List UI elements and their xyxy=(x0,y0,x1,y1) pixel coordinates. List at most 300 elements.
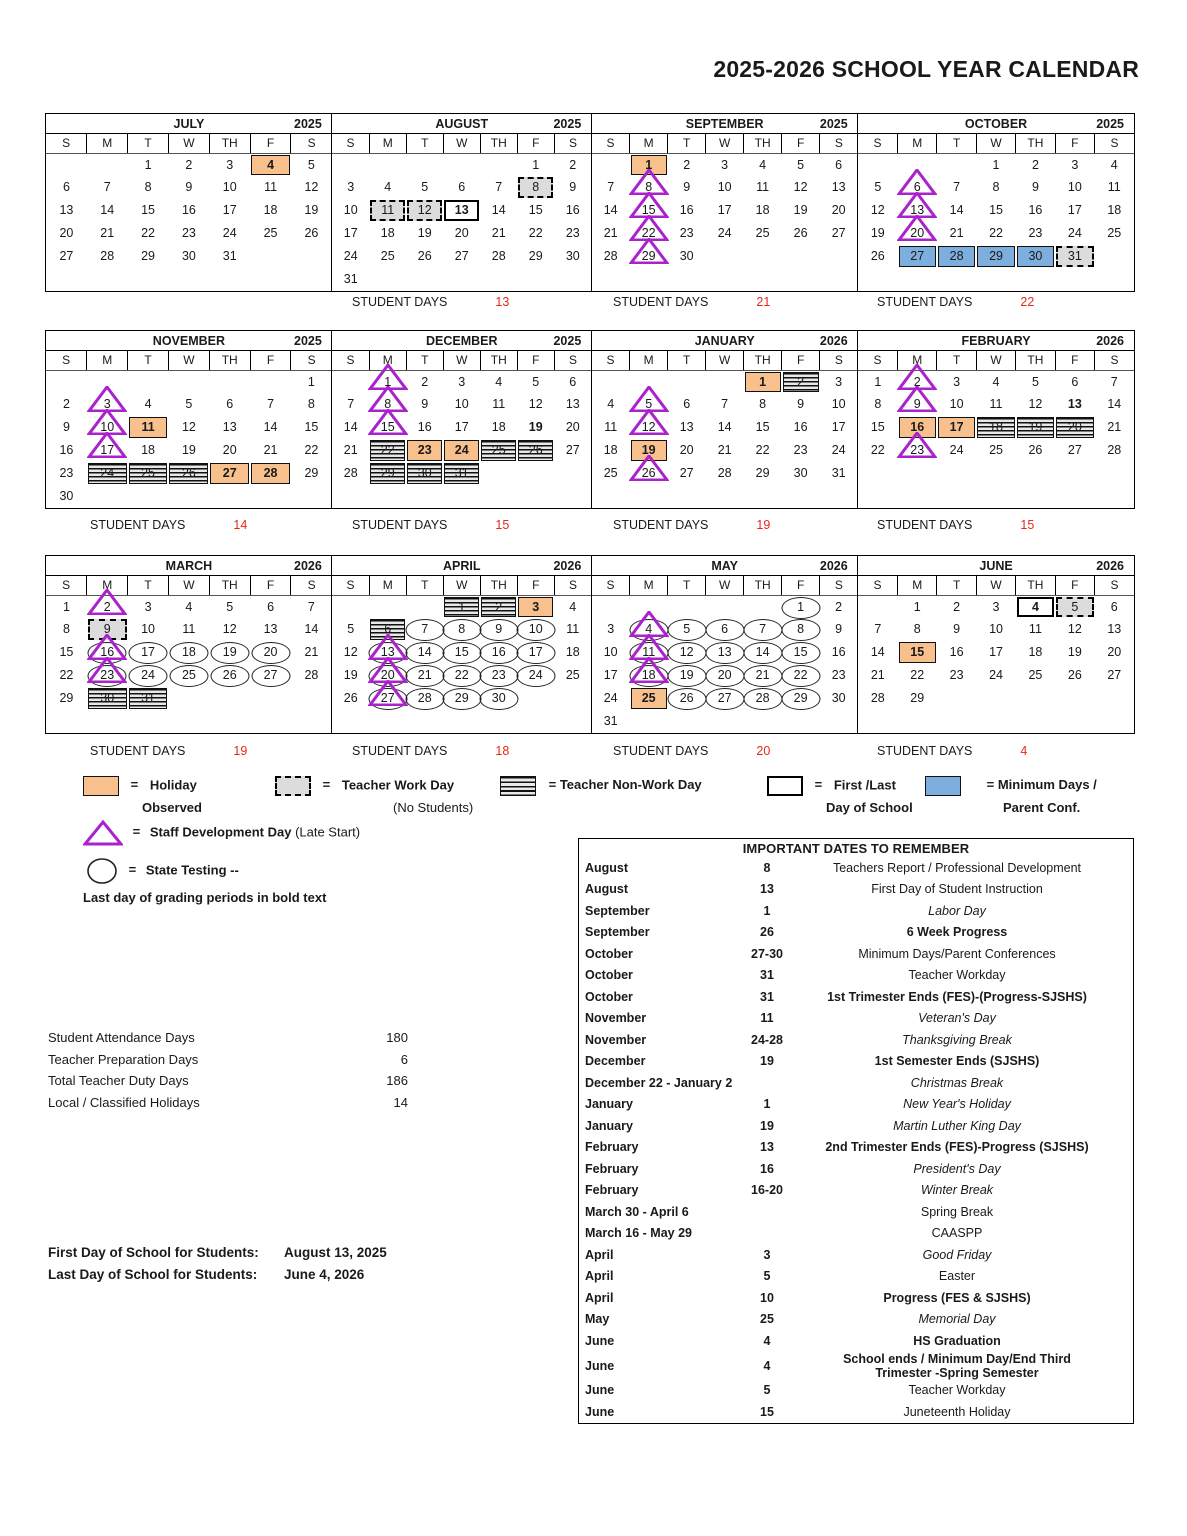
day-cell[interactable] xyxy=(480,664,517,687)
day-cell[interactable] xyxy=(668,664,706,687)
day-cell[interactable] xyxy=(630,439,668,462)
day-cell[interactable] xyxy=(1055,176,1094,199)
day-cell[interactable] xyxy=(87,222,128,245)
day-cell[interactable] xyxy=(480,245,517,268)
day-cell[interactable] xyxy=(820,199,858,222)
day-cell[interactable] xyxy=(480,370,517,393)
day-cell[interactable] xyxy=(209,416,250,439)
day-cell[interactable] xyxy=(369,199,406,222)
day-cell[interactable] xyxy=(1055,393,1094,416)
day-cell[interactable] xyxy=(46,176,87,199)
day-cell[interactable] xyxy=(937,393,976,416)
day-cell[interactable] xyxy=(46,595,87,618)
day-cell[interactable] xyxy=(937,199,976,222)
day-cell[interactable] xyxy=(976,199,1015,222)
day-cell[interactable] xyxy=(744,618,782,641)
day-cell[interactable] xyxy=(128,641,169,664)
day-cell[interactable] xyxy=(668,641,706,664)
day-cell[interactable] xyxy=(87,687,128,710)
day-cell[interactable] xyxy=(443,687,480,710)
day-cell[interactable] xyxy=(406,393,443,416)
day-cell[interactable] xyxy=(592,641,630,664)
day-cell[interactable] xyxy=(46,245,87,268)
day-cell[interactable] xyxy=(898,416,937,439)
day-cell[interactable] xyxy=(291,618,332,641)
day-cell[interactable] xyxy=(250,153,291,176)
day-cell[interactable] xyxy=(128,176,169,199)
day-cell[interactable] xyxy=(128,595,169,618)
day-cell[interactable] xyxy=(898,176,937,199)
day-cell[interactable] xyxy=(369,416,406,439)
day-cell[interactable] xyxy=(592,462,630,485)
day-cell[interactable] xyxy=(291,153,332,176)
day-cell[interactable] xyxy=(168,199,209,222)
day-cell[interactable] xyxy=(332,268,369,291)
day-cell[interactable] xyxy=(744,416,782,439)
day-cell[interactable] xyxy=(898,370,937,393)
day-cell[interactable] xyxy=(858,370,897,393)
day-cell[interactable] xyxy=(87,416,128,439)
day-cell[interactable] xyxy=(406,176,443,199)
day-cell[interactable] xyxy=(630,687,668,710)
day-cell[interactable] xyxy=(937,664,976,687)
day-cell[interactable] xyxy=(630,222,668,245)
day-cell[interactable] xyxy=(46,462,87,485)
day-cell[interactable] xyxy=(291,199,332,222)
day-cell[interactable] xyxy=(1016,393,1055,416)
day-cell[interactable] xyxy=(209,393,250,416)
day-cell[interactable] xyxy=(406,439,443,462)
day-cell[interactable] xyxy=(1016,416,1055,439)
day-cell[interactable] xyxy=(406,222,443,245)
day-cell[interactable] xyxy=(744,462,782,485)
day-cell[interactable] xyxy=(291,641,332,664)
day-cell[interactable] xyxy=(554,439,591,462)
day-cell[interactable] xyxy=(782,416,820,439)
day-cell[interactable] xyxy=(820,176,858,199)
day-cell[interactable] xyxy=(744,641,782,664)
day-cell[interactable] xyxy=(332,416,369,439)
day-cell[interactable] xyxy=(1016,595,1055,618)
day-cell[interactable] xyxy=(976,370,1015,393)
day-cell[interactable] xyxy=(369,222,406,245)
day-cell[interactable] xyxy=(46,485,87,508)
day-cell[interactable] xyxy=(706,462,744,485)
day-cell[interactable] xyxy=(443,416,480,439)
day-cell[interactable] xyxy=(87,176,128,199)
day-cell[interactable] xyxy=(744,370,782,393)
day-cell[interactable] xyxy=(937,416,976,439)
day-cell[interactable] xyxy=(517,595,554,618)
day-cell[interactable] xyxy=(46,199,87,222)
day-cell[interactable] xyxy=(87,199,128,222)
day-cell[interactable] xyxy=(168,462,209,485)
day-cell[interactable] xyxy=(898,687,937,710)
day-cell[interactable] xyxy=(369,370,406,393)
day-cell[interactable] xyxy=(1016,618,1055,641)
day-cell[interactable] xyxy=(250,199,291,222)
day-cell[interactable] xyxy=(554,595,591,618)
day-cell[interactable] xyxy=(668,618,706,641)
day-cell[interactable] xyxy=(291,393,332,416)
day-cell[interactable] xyxy=(858,199,897,222)
day-cell[interactable] xyxy=(630,153,668,176)
day-cell[interactable] xyxy=(554,199,591,222)
day-cell[interactable] xyxy=(668,416,706,439)
day-cell[interactable] xyxy=(554,370,591,393)
day-cell[interactable] xyxy=(209,222,250,245)
day-cell[interactable] xyxy=(1055,595,1094,618)
day-cell[interactable] xyxy=(209,199,250,222)
day-cell[interactable] xyxy=(898,245,937,268)
day-cell[interactable] xyxy=(898,595,937,618)
day-cell[interactable] xyxy=(820,618,858,641)
day-cell[interactable] xyxy=(820,153,858,176)
day-cell[interactable] xyxy=(744,687,782,710)
day-cell[interactable] xyxy=(46,439,87,462)
day-cell[interactable] xyxy=(744,176,782,199)
day-cell[interactable] xyxy=(480,199,517,222)
day-cell[interactable] xyxy=(332,245,369,268)
day-cell[interactable] xyxy=(332,176,369,199)
day-cell[interactable] xyxy=(332,393,369,416)
day-cell[interactable] xyxy=(820,687,858,710)
day-cell[interactable] xyxy=(706,618,744,641)
day-cell[interactable] xyxy=(128,618,169,641)
day-cell[interactable] xyxy=(46,641,87,664)
day-cell[interactable] xyxy=(480,595,517,618)
day-cell[interactable] xyxy=(1016,439,1055,462)
day-cell[interactable] xyxy=(406,664,443,687)
day-cell[interactable] xyxy=(744,222,782,245)
day-cell[interactable] xyxy=(517,222,554,245)
day-cell[interactable] xyxy=(1055,416,1094,439)
day-cell[interactable] xyxy=(209,664,250,687)
day-cell[interactable] xyxy=(898,641,937,664)
day-cell[interactable] xyxy=(168,595,209,618)
day-cell[interactable] xyxy=(291,462,332,485)
day-cell[interactable] xyxy=(744,664,782,687)
day-cell[interactable] xyxy=(443,618,480,641)
day-cell[interactable] xyxy=(820,641,858,664)
day-cell[interactable] xyxy=(209,176,250,199)
day-cell[interactable] xyxy=(937,595,976,618)
day-cell[interactable] xyxy=(782,176,820,199)
day-cell[interactable] xyxy=(406,687,443,710)
day-cell[interactable] xyxy=(128,416,169,439)
day-cell[interactable] xyxy=(517,439,554,462)
day-cell[interactable] xyxy=(554,176,591,199)
day-cell[interactable] xyxy=(1095,664,1134,687)
day-cell[interactable] xyxy=(554,153,591,176)
day-cell[interactable] xyxy=(820,222,858,245)
day-cell[interactable] xyxy=(250,664,291,687)
day-cell[interactable] xyxy=(168,153,209,176)
day-cell[interactable] xyxy=(976,439,1015,462)
day-cell[interactable] xyxy=(369,462,406,485)
day-cell[interactable] xyxy=(128,393,169,416)
day-cell[interactable] xyxy=(976,416,1015,439)
day-cell[interactable] xyxy=(369,393,406,416)
day-cell[interactable] xyxy=(976,245,1015,268)
day-cell[interactable] xyxy=(250,595,291,618)
day-cell[interactable] xyxy=(630,641,668,664)
day-cell[interactable] xyxy=(87,618,128,641)
day-cell[interactable] xyxy=(898,618,937,641)
day-cell[interactable] xyxy=(443,462,480,485)
day-cell[interactable] xyxy=(369,641,406,664)
day-cell[interactable] xyxy=(554,416,591,439)
day-cell[interactable] xyxy=(406,245,443,268)
day-cell[interactable] xyxy=(782,641,820,664)
day-cell[interactable] xyxy=(406,641,443,664)
day-cell[interactable] xyxy=(369,439,406,462)
day-cell[interactable] xyxy=(1055,245,1094,268)
day-cell[interactable] xyxy=(87,393,128,416)
day-cell[interactable] xyxy=(46,618,87,641)
day-cell[interactable] xyxy=(898,664,937,687)
day-cell[interactable] xyxy=(250,176,291,199)
day-cell[interactable] xyxy=(782,595,820,618)
day-cell[interactable] xyxy=(1095,370,1134,393)
day-cell[interactable] xyxy=(443,641,480,664)
day-cell[interactable] xyxy=(291,176,332,199)
day-cell[interactable] xyxy=(168,245,209,268)
day-cell[interactable] xyxy=(128,687,169,710)
day-cell[interactable] xyxy=(858,416,897,439)
day-cell[interactable] xyxy=(517,176,554,199)
day-cell[interactable] xyxy=(369,664,406,687)
day-cell[interactable] xyxy=(168,416,209,439)
day-cell[interactable] xyxy=(87,664,128,687)
day-cell[interactable] xyxy=(820,664,858,687)
day-cell[interactable] xyxy=(1055,222,1094,245)
day-cell[interactable] xyxy=(1016,245,1055,268)
day-cell[interactable] xyxy=(332,222,369,245)
day-cell[interactable] xyxy=(976,595,1015,618)
day-cell[interactable] xyxy=(630,664,668,687)
day-cell[interactable] xyxy=(898,199,937,222)
day-cell[interactable] xyxy=(1016,664,1055,687)
day-cell[interactable] xyxy=(291,595,332,618)
day-cell[interactable] xyxy=(250,222,291,245)
day-cell[interactable] xyxy=(168,222,209,245)
day-cell[interactable] xyxy=(976,618,1015,641)
day-cell[interactable] xyxy=(369,687,406,710)
day-cell[interactable] xyxy=(406,370,443,393)
day-cell[interactable] xyxy=(443,595,480,618)
day-cell[interactable] xyxy=(480,439,517,462)
day-cell[interactable] xyxy=(1095,595,1134,618)
day-cell[interactable] xyxy=(87,245,128,268)
day-cell[interactable] xyxy=(858,439,897,462)
day-cell[interactable] xyxy=(820,393,858,416)
day-cell[interactable] xyxy=(744,439,782,462)
day-cell[interactable] xyxy=(668,153,706,176)
day-cell[interactable] xyxy=(1016,176,1055,199)
day-cell[interactable] xyxy=(209,245,250,268)
day-cell[interactable] xyxy=(128,153,169,176)
day-cell[interactable] xyxy=(443,393,480,416)
day-cell[interactable] xyxy=(706,393,744,416)
day-cell[interactable] xyxy=(858,641,897,664)
day-cell[interactable] xyxy=(517,199,554,222)
day-cell[interactable] xyxy=(517,641,554,664)
day-cell[interactable] xyxy=(668,439,706,462)
day-cell[interactable] xyxy=(976,176,1015,199)
day-cell[interactable] xyxy=(443,664,480,687)
day-cell[interactable] xyxy=(168,664,209,687)
day-cell[interactable] xyxy=(250,439,291,462)
day-cell[interactable] xyxy=(858,687,897,710)
day-cell[interactable] xyxy=(744,393,782,416)
day-cell[interactable] xyxy=(858,664,897,687)
day-cell[interactable] xyxy=(443,176,480,199)
day-cell[interactable] xyxy=(858,393,897,416)
day-cell[interactable] xyxy=(937,222,976,245)
day-cell[interactable] xyxy=(668,199,706,222)
day-cell[interactable] xyxy=(1016,222,1055,245)
day-cell[interactable] xyxy=(706,416,744,439)
day-cell[interactable] xyxy=(592,245,630,268)
day-cell[interactable] xyxy=(332,199,369,222)
day-cell[interactable] xyxy=(1016,199,1055,222)
day-cell[interactable] xyxy=(858,245,897,268)
day-cell[interactable] xyxy=(1055,664,1094,687)
day-cell[interactable] xyxy=(480,687,517,710)
day-cell[interactable] xyxy=(976,153,1015,176)
day-cell[interactable] xyxy=(554,222,591,245)
day-cell[interactable] xyxy=(1055,439,1094,462)
day-cell[interactable] xyxy=(46,393,87,416)
day-cell[interactable] xyxy=(209,641,250,664)
day-cell[interactable] xyxy=(369,176,406,199)
day-cell[interactable] xyxy=(209,153,250,176)
day-cell[interactable] xyxy=(46,664,87,687)
day-cell[interactable] xyxy=(1095,641,1134,664)
day-cell[interactable] xyxy=(168,176,209,199)
day-cell[interactable] xyxy=(668,393,706,416)
day-cell[interactable] xyxy=(706,153,744,176)
day-cell[interactable] xyxy=(592,618,630,641)
day-cell[interactable] xyxy=(480,222,517,245)
day-cell[interactable] xyxy=(820,462,858,485)
day-cell[interactable] xyxy=(937,641,976,664)
day-cell[interactable] xyxy=(291,370,332,393)
day-cell[interactable] xyxy=(668,222,706,245)
day-cell[interactable] xyxy=(46,222,87,245)
day-cell[interactable] xyxy=(898,222,937,245)
day-cell[interactable] xyxy=(87,641,128,664)
day-cell[interactable] xyxy=(782,153,820,176)
day-cell[interactable] xyxy=(937,439,976,462)
day-cell[interactable] xyxy=(406,462,443,485)
day-cell[interactable] xyxy=(820,416,858,439)
day-cell[interactable] xyxy=(668,245,706,268)
day-cell[interactable] xyxy=(480,618,517,641)
day-cell[interactable] xyxy=(480,176,517,199)
day-cell[interactable] xyxy=(554,664,591,687)
day-cell[interactable] xyxy=(168,439,209,462)
day-cell[interactable] xyxy=(87,462,128,485)
day-cell[interactable] xyxy=(480,393,517,416)
day-cell[interactable] xyxy=(630,462,668,485)
day-cell[interactable] xyxy=(630,618,668,641)
day-cell[interactable] xyxy=(332,462,369,485)
day-cell[interactable] xyxy=(291,416,332,439)
day-cell[interactable] xyxy=(168,618,209,641)
day-cell[interactable] xyxy=(46,416,87,439)
day-cell[interactable] xyxy=(937,618,976,641)
day-cell[interactable] xyxy=(858,222,897,245)
day-cell[interactable] xyxy=(782,664,820,687)
day-cell[interactable] xyxy=(250,618,291,641)
day-cell[interactable] xyxy=(630,176,668,199)
day-cell[interactable] xyxy=(1095,393,1134,416)
day-cell[interactable] xyxy=(332,687,369,710)
day-cell[interactable] xyxy=(554,245,591,268)
day-cell[interactable] xyxy=(976,664,1015,687)
day-cell[interactable] xyxy=(291,439,332,462)
day-cell[interactable] xyxy=(706,641,744,664)
day-cell[interactable] xyxy=(706,439,744,462)
day-cell[interactable] xyxy=(976,641,1015,664)
day-cell[interactable] xyxy=(369,245,406,268)
day-cell[interactable] xyxy=(782,462,820,485)
day-cell[interactable] xyxy=(744,199,782,222)
day-cell[interactable] xyxy=(592,416,630,439)
day-cell[interactable] xyxy=(46,687,87,710)
day-cell[interactable] xyxy=(1095,416,1134,439)
day-cell[interactable] xyxy=(744,153,782,176)
day-cell[interactable] xyxy=(1095,199,1134,222)
day-cell[interactable] xyxy=(668,462,706,485)
day-cell[interactable] xyxy=(480,641,517,664)
day-cell[interactable] xyxy=(1055,370,1094,393)
day-cell[interactable] xyxy=(332,664,369,687)
day-cell[interactable] xyxy=(706,176,744,199)
day-cell[interactable] xyxy=(517,370,554,393)
day-cell[interactable] xyxy=(668,176,706,199)
day-cell[interactable] xyxy=(858,618,897,641)
day-cell[interactable] xyxy=(87,595,128,618)
day-cell[interactable] xyxy=(554,641,591,664)
day-cell[interactable] xyxy=(898,439,937,462)
day-cell[interactable] xyxy=(209,618,250,641)
day-cell[interactable] xyxy=(937,245,976,268)
day-cell[interactable] xyxy=(443,439,480,462)
day-cell[interactable] xyxy=(820,370,858,393)
day-cell[interactable] xyxy=(782,199,820,222)
day-cell[interactable] xyxy=(1055,618,1094,641)
day-cell[interactable] xyxy=(554,618,591,641)
day-cell[interactable] xyxy=(782,370,820,393)
day-cell[interactable] xyxy=(1055,153,1094,176)
day-cell[interactable] xyxy=(898,393,937,416)
day-cell[interactable] xyxy=(1095,618,1134,641)
day-cell[interactable] xyxy=(443,370,480,393)
day-cell[interactable] xyxy=(128,199,169,222)
day-cell[interactable] xyxy=(406,416,443,439)
day-cell[interactable] xyxy=(976,222,1015,245)
day-cell[interactable] xyxy=(592,393,630,416)
day-cell[interactable] xyxy=(592,710,630,733)
day-cell[interactable] xyxy=(630,416,668,439)
day-cell[interactable] xyxy=(937,370,976,393)
day-cell[interactable] xyxy=(128,664,169,687)
day-cell[interactable] xyxy=(517,245,554,268)
day-cell[interactable] xyxy=(554,393,591,416)
